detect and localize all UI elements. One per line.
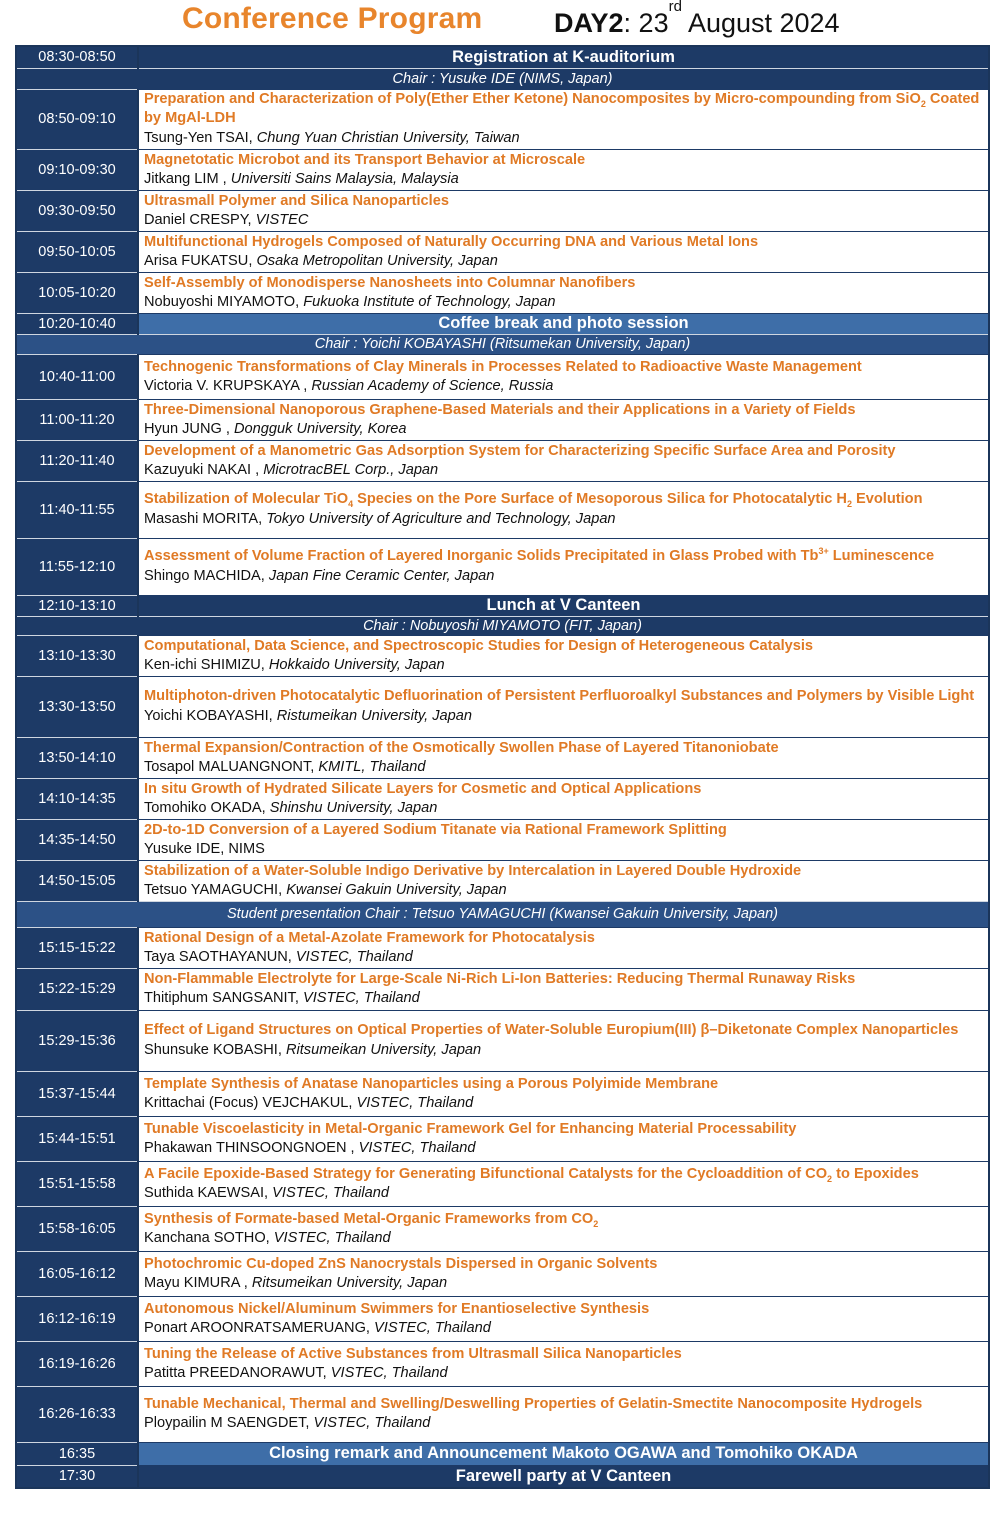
talk-title: Rational Design of a Metal-Azolate Framework for Photocatalysis (144, 929, 595, 946)
event-text: Farewell party at V Canteen (138, 1465, 989, 1488)
talk-cell (138, 399, 989, 440)
talk-cell (138, 1116, 989, 1161)
speaker-name: Shingo MACHIDA, (144, 567, 269, 584)
talk-title: In situ Growth of Hydrated Silicate Layers for Cosmetic and Optical Applications (144, 780, 702, 797)
date-suffix: rd (668, 0, 682, 15)
speaker-name: Mayu KIMURA , (144, 1274, 252, 1291)
talk-cell (138, 819, 989, 860)
chair-text: Chair : Nobuyoshi MIYAMOTO (FIT, Japan) (16, 616, 989, 635)
talk-title: Non-Flammable Electrolyte for Large-Scale Ni-Rich Li-Ion Batteries: Reducing Thermal Runaway Risks (144, 971, 856, 988)
time-slot: 15:58-16:05 (16, 1206, 138, 1251)
speaker-affiliation: Chung Yuan Christian University, Taiwan (256, 129, 520, 146)
talk-title: Autonomous Nickel/Aluminum Swimmers for Enantioselective Synthesis (144, 1300, 650, 1317)
program-table (15, 45, 990, 1489)
event-text: Coffee break and photo session (138, 313, 989, 334)
speaker-line (144, 656, 988, 676)
speaker-line (144, 461, 988, 481)
time-slot: 15:29-15:36 (16, 1010, 138, 1071)
day-label: DAY2 (554, 8, 624, 38)
speaker-line (144, 1139, 988, 1159)
time-slot: 08:30-08:50 (16, 46, 138, 68)
talk-row (16, 737, 989, 778)
event-text: Registration at K-auditorium (138, 46, 989, 68)
talk-row (16, 354, 989, 399)
time-slot: 10:40-11:00 (16, 354, 138, 399)
speaker-line (144, 1319, 988, 1339)
talk-cell (138, 272, 989, 313)
speaker-name: Tetsuo YAMAGUCHI, (144, 881, 287, 898)
talk-row (16, 1071, 989, 1116)
speaker-affiliation: VISTEC, Thailand (356, 1094, 474, 1111)
talk-cell (138, 737, 989, 778)
talk-title: Stabilization of a Water-Soluble Indigo Derivative by Intercalation in Layered Double Hydroxide (144, 862, 802, 879)
talk-cell (138, 1386, 989, 1442)
talk-cell (138, 1206, 989, 1251)
talk-cell (138, 481, 989, 538)
talk-row (16, 778, 989, 819)
talk-title: Effect of Ligand Structures on Optical Properties of Water-Soluble Europium(III) β–Diketonate Complex Nanoparticles (144, 1022, 959, 1038)
speaker-name: Ken-ichi SHIMIZU, (144, 656, 269, 673)
talk-row (16, 1116, 989, 1161)
talk-row (16, 1296, 989, 1341)
talk-cell (138, 440, 989, 481)
talk-row (16, 1206, 989, 1251)
talk-cell (138, 190, 989, 231)
chair-text: Chair : Yusuke IDE (NIMS, Japan) (16, 68, 989, 89)
time-slot: 16:05-16:12 (16, 1251, 138, 1296)
event-row (16, 313, 989, 334)
speaker-affiliation: VISTEC (255, 211, 309, 228)
talk-title: Photochromic Cu-doped ZnS Nanocrystals Dispersed in Organic Solvents (144, 1255, 658, 1272)
event-row (16, 46, 989, 68)
talk-title: Three-Dimensional Nanoporous Graphene-Based Materials and their Applications in a Variety of Fields (144, 401, 856, 418)
event-date (554, 0, 840, 39)
speaker-name: Taya SAOTHAYANUN, (144, 948, 296, 965)
talk-cell (138, 676, 989, 737)
talk-cell (138, 231, 989, 272)
talk-cell (138, 538, 989, 595)
speaker-name: Shunsuke KOBASHI, (144, 1041, 286, 1058)
event-text: Lunch at V Canteen (138, 595, 989, 616)
chair-row (16, 616, 989, 635)
talk-cell (138, 1341, 989, 1386)
speaker-line (144, 1274, 988, 1294)
talk-cell (138, 778, 989, 819)
speaker-name: Ponart AROONRATSAMERUANG, (144, 1319, 375, 1336)
chair-row (16, 901, 989, 927)
talk-row (16, 968, 989, 1010)
speaker-affiliation: Shinshu University, Japan (269, 799, 438, 816)
speaker-affiliation: VISTEC, Thailand (273, 1229, 391, 1246)
speaker-line (144, 377, 988, 397)
date-text: : 23 (623, 8, 669, 38)
chair-row (16, 68, 989, 89)
speaker-name: Patitta PREEDANORAWUT, (144, 1364, 331, 1381)
speaker-line (144, 420, 988, 440)
speaker-affiliation: VISTEC, Thailand (313, 1415, 431, 1431)
talk-cell (138, 1251, 989, 1296)
talk-cell (138, 1296, 989, 1341)
speaker-name: Krittachai (Focus) VEJCHAKUL, (144, 1094, 357, 1111)
talk-row (16, 635, 989, 676)
speaker-name: Daniel CRESPY, (144, 211, 256, 228)
talk-row (16, 538, 989, 595)
talk-title: Preparation and Characterization of Poly(Ether Ether Ketone) Nanocomposites by Micro-compounding from SiO$_2$ Coated by MgAl-LDH (144, 90, 980, 127)
speaker-name: Suthida KAEWSAI, (144, 1184, 273, 1201)
talk-cell (138, 927, 989, 968)
talk-row (16, 1386, 989, 1442)
talk-row (16, 1341, 989, 1386)
speaker-name: Masashi MORITA, (144, 510, 267, 527)
talk-cell (138, 1010, 989, 1071)
talk-row (16, 676, 989, 737)
time-slot: 17:30 (16, 1465, 138, 1488)
time-slot: 14:10-14:35 (16, 778, 138, 819)
speaker-affiliation: Ritsumeikan University, Japan (251, 1274, 448, 1291)
talk-title: 2D-to-1D Conversion of a Layered Sodium Titanate via Rational Framework Splitting (144, 821, 727, 838)
speaker-affiliation: VISTEC, Thailand (358, 1139, 476, 1156)
time-slot: 13:30-13:50 (16, 676, 138, 737)
talk-row (16, 1010, 989, 1071)
speaker-name: Victoria V. KRUPSKAYA , (144, 377, 312, 394)
talk-cell (138, 354, 989, 399)
speaker-line (144, 989, 988, 1009)
speaker-line (144, 1094, 988, 1114)
time-slot: 14:50-15:05 (16, 860, 138, 901)
talk-title: Development of a Manometric Gas Adsorption System for Characterizing Specific Surface Area and Porosity (144, 442, 896, 459)
speaker-name: Phakawan THINSOONGNOEN , (144, 1139, 359, 1156)
speaker-line (144, 1041, 988, 1061)
talk-cell (138, 635, 989, 676)
speaker-affiliation: Dongguk University, Korea (234, 420, 407, 437)
talk-cell (138, 860, 989, 901)
speaker-line (144, 129, 988, 149)
talk-row (16, 231, 989, 272)
speaker-name: Kanchana SOTHO, (144, 1229, 274, 1246)
speaker-name: Arisa FUKATSU, (144, 252, 257, 269)
time-slot: 13:10-13:30 (16, 635, 138, 676)
time-slot: 16:19-16:26 (16, 1341, 138, 1386)
chair-row (16, 334, 989, 354)
time-slot: 09:50-10:05 (16, 231, 138, 272)
speaker-affiliation: VISTEC, Thailand (330, 1364, 448, 1381)
speaker-affiliation: Russian Academy of Science, Russia (311, 377, 554, 394)
time-slot: 15:51-15:58 (16, 1161, 138, 1206)
speaker-affiliation: Ritsumeikan University, Japan (285, 1041, 482, 1058)
talk-title: Multifunctional Hydrogels Composed of Naturally Occurring DNA and Various Metal Ions (144, 233, 759, 250)
speaker-name: Kazuyuki NAKAI , (144, 461, 264, 478)
speaker-line (144, 1364, 988, 1384)
talk-cell (138, 1071, 989, 1116)
page-header (0, 0, 1006, 44)
speaker-affiliation: VISTEC, Thailand (302, 990, 420, 1007)
speaker-affiliation: Osaka Metropolitan University, Japan (256, 252, 498, 269)
talk-row (16, 89, 989, 149)
speaker-name: Tsung-Yen TSAI, (144, 129, 257, 146)
time-slot: 12:10-13:10 (16, 595, 138, 616)
speaker-line (144, 510, 988, 530)
speaker-name: Hyun JUNG , (144, 420, 235, 437)
talk-row (16, 481, 989, 538)
speaker-affiliation: Ristumeikan University, Japan (276, 707, 472, 724)
talk-title: Tunable Viscoelasticity in Metal-Organic Framework Gel for Enhancing Material Processability (144, 1120, 797, 1137)
time-slot: 08:50-09:10 (16, 89, 138, 149)
speaker-name: Yusuke IDE, NIMS (144, 840, 265, 857)
speaker-line (144, 1414, 988, 1434)
time-slot: 16:26-16:33 (16, 1386, 138, 1442)
talk-row (16, 272, 989, 313)
talk-row (16, 149, 989, 190)
speaker-affiliation: MicrotracBEL Corp., Japan (263, 461, 439, 478)
talk-title: Assessment of Volume Fraction of Layered Inorganic Solids Precipitated in Glass Probed with $Tb^{3+}$ Luminescence (144, 546, 935, 564)
chair-text: Chair : Yoichi KOBAYASHI (Ritsumekan University, Japan) (16, 334, 989, 354)
talk-title: Template Synthesis of Anatase Nanoparticles using a Porous Polyimide Membrane (144, 1075, 719, 1092)
time-slot: 11:20-11:40 (16, 440, 138, 481)
time-slot: 16:12-16:19 (16, 1296, 138, 1341)
event-row (16, 595, 989, 616)
time-slot: 15:22-15:29 (16, 968, 138, 1010)
speaker-affiliation: KMITL, Thailand (318, 758, 426, 775)
event-text: Closing remark and Announcement Makoto OGAWA and Tomohiko OKADA (138, 1442, 989, 1465)
time-slot: 15:37-15:44 (16, 1071, 138, 1116)
event-row (16, 1442, 989, 1465)
speaker-line (144, 1184, 988, 1204)
talk-row (16, 1161, 989, 1206)
speaker-affiliation: Kwansei Gakuin University, Japan (286, 881, 507, 898)
speaker-affiliation: Universiti Sains Malaysia, Malaysia (230, 170, 459, 187)
date-month-year: August 2024 (681, 8, 840, 38)
talk-cell (138, 149, 989, 190)
time-slot: 11:40-11:55 (16, 481, 138, 538)
talk-title: Computational, Data Science, and Spectroscopic Studies for Design of Heterogeneous Catalysis (144, 637, 814, 654)
speaker-line (144, 293, 988, 313)
talk-title: Magnetotatic Microbot and its Transport Behavior at Microscale (144, 151, 586, 168)
time-slot: 10:05-10:20 (16, 272, 138, 313)
talk-title: Technogenic Transformations of Clay Minerals in Processes Related to Radioactive Waste Management (144, 358, 862, 375)
talk-title: A Facile Epoxide-Based Strategy for Generating Bifunctional Catalysts for the Cycloaddition of $CO_2$ to Epoxides (144, 1165, 919, 1184)
speaker-name: Thitiphum SANGSANIT, (144, 990, 303, 1007)
time-slot: 11:00-11:20 (16, 399, 138, 440)
speaker-line (144, 1229, 988, 1249)
time-slot: 14:35-14:50 (16, 819, 138, 860)
speaker-name: Yoichi KOBAYASHI, (144, 707, 277, 724)
talk-row (16, 819, 989, 860)
talk-title: Tunable Mechanical, Thermal and Swelling/Deswelling Properties of Gelatin-Smectite Nanocomposite Hydrogels (144, 1395, 923, 1412)
speaker-line (144, 170, 988, 190)
speaker-affiliation: Tokyo University of Agriculture and Technology, Japan (266, 510, 616, 527)
talk-cell (138, 1161, 989, 1206)
speaker-affiliation: VISTEC, Thailand (272, 1184, 389, 1201)
talk-row (16, 860, 989, 901)
speaker-line (144, 211, 988, 231)
talk-cell (138, 89, 989, 149)
chair-text: Student presentation Chair : Tetsuo YAMAGUCHI (Kwansei Gakuin University, Japan) (16, 901, 989, 927)
speaker-affiliation: VISTEC, Thailand (295, 948, 413, 965)
speaker-name: Nobuyoshi MIYAMOTO, (144, 293, 304, 310)
time-slot: 15:15-15:22 (16, 927, 138, 968)
speaker-line (144, 840, 988, 860)
talk-row (16, 190, 989, 231)
speaker-affiliation: Japan Fine Ceramic Center, Japan (268, 567, 495, 584)
talk-title: Self-Assembly of Monodisperse Nanosheets into Columnar Nanofibers (144, 274, 636, 291)
speaker-line (144, 567, 988, 587)
talk-title: Multiphoton-driven Photocatalytic Defluorination of Persistent Perfluoroalkyl Substances and Polymers by Visible Light (144, 688, 975, 704)
talk-title: Tuning the Release of Active Substances from Ultrasmall Silica Nanoparticles (144, 1345, 682, 1362)
time-slot: 16:35 (16, 1442, 138, 1465)
talk-title: Thermal Expansion/Contraction of the Osmotically Swollen Phase of Layered Titanoniobate (144, 739, 779, 756)
speaker-line (144, 881, 988, 901)
talk-title: Ultrasmall Polymer and Silica Nanoparticles (144, 192, 449, 209)
time-slot: 09:10-09:30 (16, 149, 138, 190)
speaker-line (144, 948, 988, 968)
speaker-affiliation: Hokkaido University, Japan (268, 656, 445, 673)
speaker-affiliation: Fukuoka Institute of Technology, Japan (303, 293, 556, 310)
speaker-line (144, 707, 988, 727)
speaker-line (144, 252, 988, 272)
speaker-affiliation: VISTEC, Thailand (374, 1319, 491, 1336)
speaker-line (144, 758, 988, 778)
talk-row (16, 1251, 989, 1296)
time-slot: 10:20-10:40 (16, 313, 138, 334)
talk-row (16, 440, 989, 481)
talk-cell (138, 968, 989, 1010)
talk-row (16, 927, 989, 968)
talk-title: Synthesis of Formate-based Metal-Organic Frameworks from $CO_2$ (144, 1210, 599, 1229)
talk-row (16, 399, 989, 440)
time-slot: 09:30-09:50 (16, 190, 138, 231)
speaker-name: Tosapol MALUANGNONT, (144, 758, 319, 775)
speaker-name: Ploypailin M SAENGDET, (144, 1415, 314, 1431)
speaker-line (144, 799, 988, 819)
time-slot: 15:44-15:51 (16, 1116, 138, 1161)
speaker-name: Jitkang LIM , (144, 170, 231, 187)
speaker-name: Tomohiko OKADA, (144, 799, 270, 816)
page-title: Conference Program (182, 2, 483, 35)
talk-title: Stabilization of Molecular TiO$_4$ Species on the Pore Surface of Mesoporous Silica for Photocatalytic $H_2$ Evolution (144, 491, 923, 509)
time-slot: 13:50-14:10 (16, 737, 138, 778)
event-row (16, 1465, 989, 1488)
time-slot: 11:55-12:10 (16, 538, 138, 595)
